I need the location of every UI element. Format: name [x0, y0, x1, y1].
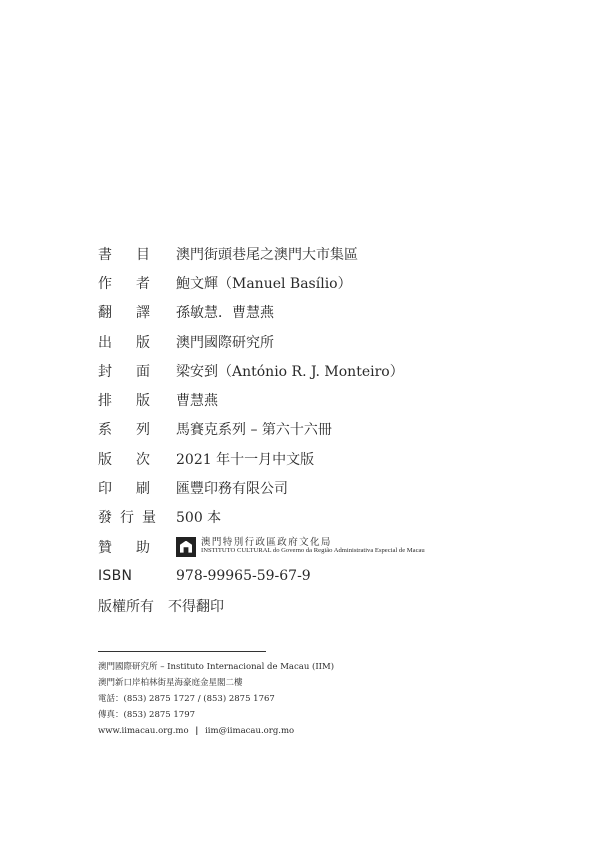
- label-layout: 排 版: [98, 393, 150, 410]
- label-series: 系 列: [98, 422, 150, 439]
- label-publisher: 出 版: [98, 334, 150, 351]
- website-link[interactable]: www.iimacau.org.mo: [98, 726, 189, 736]
- footer-divider: [98, 651, 266, 652]
- footer-address: 澳門新口岸柏林街星海豪庭金星閣二樓: [98, 678, 243, 688]
- sponsor-name-zh: 澳門特別行政區政府文化局: [201, 537, 332, 549]
- colophon-row-print-run: [98, 503, 538, 532]
- value-isbn: 978-99965-59-67-9: [176, 567, 311, 584]
- colophon-row-edition: [98, 444, 538, 473]
- value-title: 澳門街頭巷尾之澳門大市集區: [176, 246, 358, 263]
- colophon-row-publisher: [98, 327, 538, 356]
- value-layout: 曹慧燕: [176, 393, 218, 410]
- publisher-contact: [98, 659, 334, 739]
- colophon-row-printer: [98, 473, 538, 502]
- value-cover: 梁安到（António R. J. Monteiro）: [176, 363, 404, 380]
- value-print-run: 500 本: [176, 510, 222, 527]
- value-printer: 匯豐印務有限公司: [176, 481, 288, 498]
- value-publisher: 澳門國際研究所: [176, 334, 274, 351]
- label-cover: 封 面: [98, 363, 150, 380]
- value-rights: 不得翻印: [168, 599, 224, 616]
- colophon-row-series: [98, 415, 538, 444]
- colophon-row-layout: [98, 385, 538, 414]
- sponsor-text: [201, 538, 425, 555]
- value-translator: 孫敏慧．曹慧燕: [176, 305, 274, 322]
- label-rights: 版權所有: [98, 599, 154, 616]
- colophon-row-isbn: [98, 561, 538, 590]
- label-printer: 印 刷: [98, 481, 150, 498]
- colophon-row-rights: [98, 592, 538, 621]
- colophon: [98, 239, 538, 621]
- email-link[interactable]: iim@iimacau.org.mo: [205, 726, 295, 736]
- colophon-row-author: [98, 268, 538, 297]
- footer-phone: 電話：(853) 2875 1727 / (853) 2875 1767: [98, 694, 275, 704]
- cultural-bureau-logo-icon: [176, 537, 196, 557]
- value-edition: 2021 年十一月中文版: [176, 451, 315, 468]
- label-edition: 版 次: [98, 451, 150, 468]
- label-author: 作 者: [98, 275, 150, 292]
- colophon-row-sponsor: [98, 532, 538, 561]
- colophon-row-title: [98, 239, 538, 268]
- value-author: 鮑文輝（Manuel Basílio）: [176, 275, 352, 292]
- value-series: 馬賽克系列 – 第六十六冊: [176, 422, 332, 439]
- label-translator: 翻 譯: [98, 305, 150, 322]
- footer-web-row: [98, 723, 334, 739]
- colophon-row-cover: [98, 356, 538, 385]
- sponsor-block: [176, 537, 425, 557]
- footer-fax: 傳真：(853) 2875 1797: [98, 710, 196, 720]
- label-sponsor: 贊 助: [98, 539, 150, 556]
- label-isbn: ISBN: [98, 567, 133, 584]
- label-print-run: 發 行 量: [98, 510, 156, 527]
- footer-institute: 澳門國際研究所 – Instituto Internacional de Macau (IIM): [98, 662, 335, 672]
- label-title: 書 目: [98, 246, 150, 263]
- footer-separator: |: [195, 726, 199, 736]
- colophon-row-translator: [98, 298, 538, 327]
- sponsor-name-pt: INSTITUTO CULTURAL do Governo da Região Administrativa Especial de Macau: [201, 547, 425, 555]
